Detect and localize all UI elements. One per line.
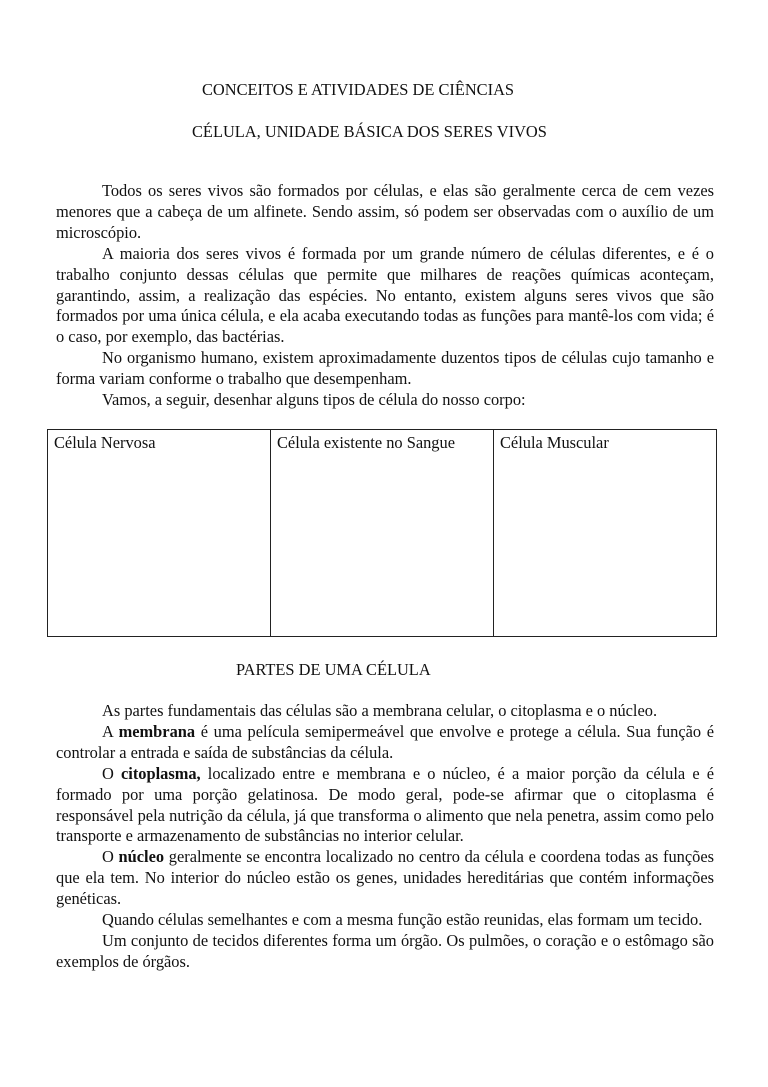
parts-paragraph [56,722,714,764]
term-nucleo: núcleo [118,847,165,867]
intro-paragraph: Vamos, a seguir, desenhar alguns tipos de célula do nosso corpo: [102,390,526,410]
parts-section [56,701,714,973]
text-run: é uma película semipermeável que envolve e protege a célula. Sua função é controlar a entrada e saída de substâncias da célula. [56,721,715,762]
cell-label: Célula Muscular [500,433,609,452]
text-run: localizado entre e membrana e o núcleo, é a maior porção da célula e é formado por uma porção gelatinosa. De modo geral, pode-se afirmar que o citoplasma é responsável pela nutrição da célula, já que transforma o alimento que nela penetra, assim como pelo transporte e armazenamento de substâncias no interior celular. [56,763,714,846]
document-subtitle: CÉLULA, UNIDADE BÁSICA DOS SERES VIVOS [192,122,547,141]
text-run: A [102,721,119,741]
intro-section [56,181,714,411]
parts-paragraph: Um conjunto de tecidos diferentes forma um órgão. Os pulmões, o coração e o estômago são exemplos de órgãos. [56,930,714,971]
cell-label: Célula existente no Sangue [277,433,455,452]
term-membrana: membrana [118,721,196,741]
drawing-cell-muscle[interactable] [494,430,716,636]
drawing-cell-blood[interactable] [271,430,494,636]
intro-paragraph: A maioria dos seres vivos é formada por um grande número de células diferentes, e é o trabalho conjunto dessas células que permite que milhares de reações químicas aconteçam, garantindo, assim, a realização das espécies. No entanto, existem alguns seres vivos que são formados por uma única célula, e ela acaba executando todas as funções para mantê-los com vida; é o caso, por exemplo, das bactérias. [56,243,714,347]
parts-paragraph [56,847,714,910]
parts-paragraph: Quando células semelhantes e com a mesma função estão reunidas, elas formam um tecido. [102,910,703,930]
intro-paragraph: Todos os seres vivos são formados por células, e elas são geralmente cerca de cem vezes menores que a cabeça de um alfinete. Sendo assim, só podem ser observadas com o auxílio de um microscópio. [56,181,714,242]
parts-paragraph [56,764,714,848]
term-citoplasma: citoplasma, [120,763,201,783]
cell-label: Célula Nervosa [54,433,156,452]
cell-drawing-table [47,429,717,637]
text-run: O [102,847,119,867]
section-title: PARTES DE UMA CÉLULA [236,660,431,679]
document-title: CONCEITOS E ATIVIDADES DE CIÊNCIAS [202,80,515,99]
text-run: geralmente se encontra localizado no centro da célula e coordena todas as funções que ela tem. No interior do núcleo estão os genes, unidades hereditárias que contém informações genéticas. [56,847,714,909]
drawing-cell-nervous[interactable] [48,430,271,636]
parts-paragraph: As partes fundamentais das células são a membrana celular, o citoplasma e o núcleo. [102,701,658,720]
text-run: O [102,763,121,783]
intro-paragraph: No organismo humano, existem aproximadamente duzentos tipos de células cujo tamanho e forma variam conforme o trabalho que desempenham. [56,348,714,389]
